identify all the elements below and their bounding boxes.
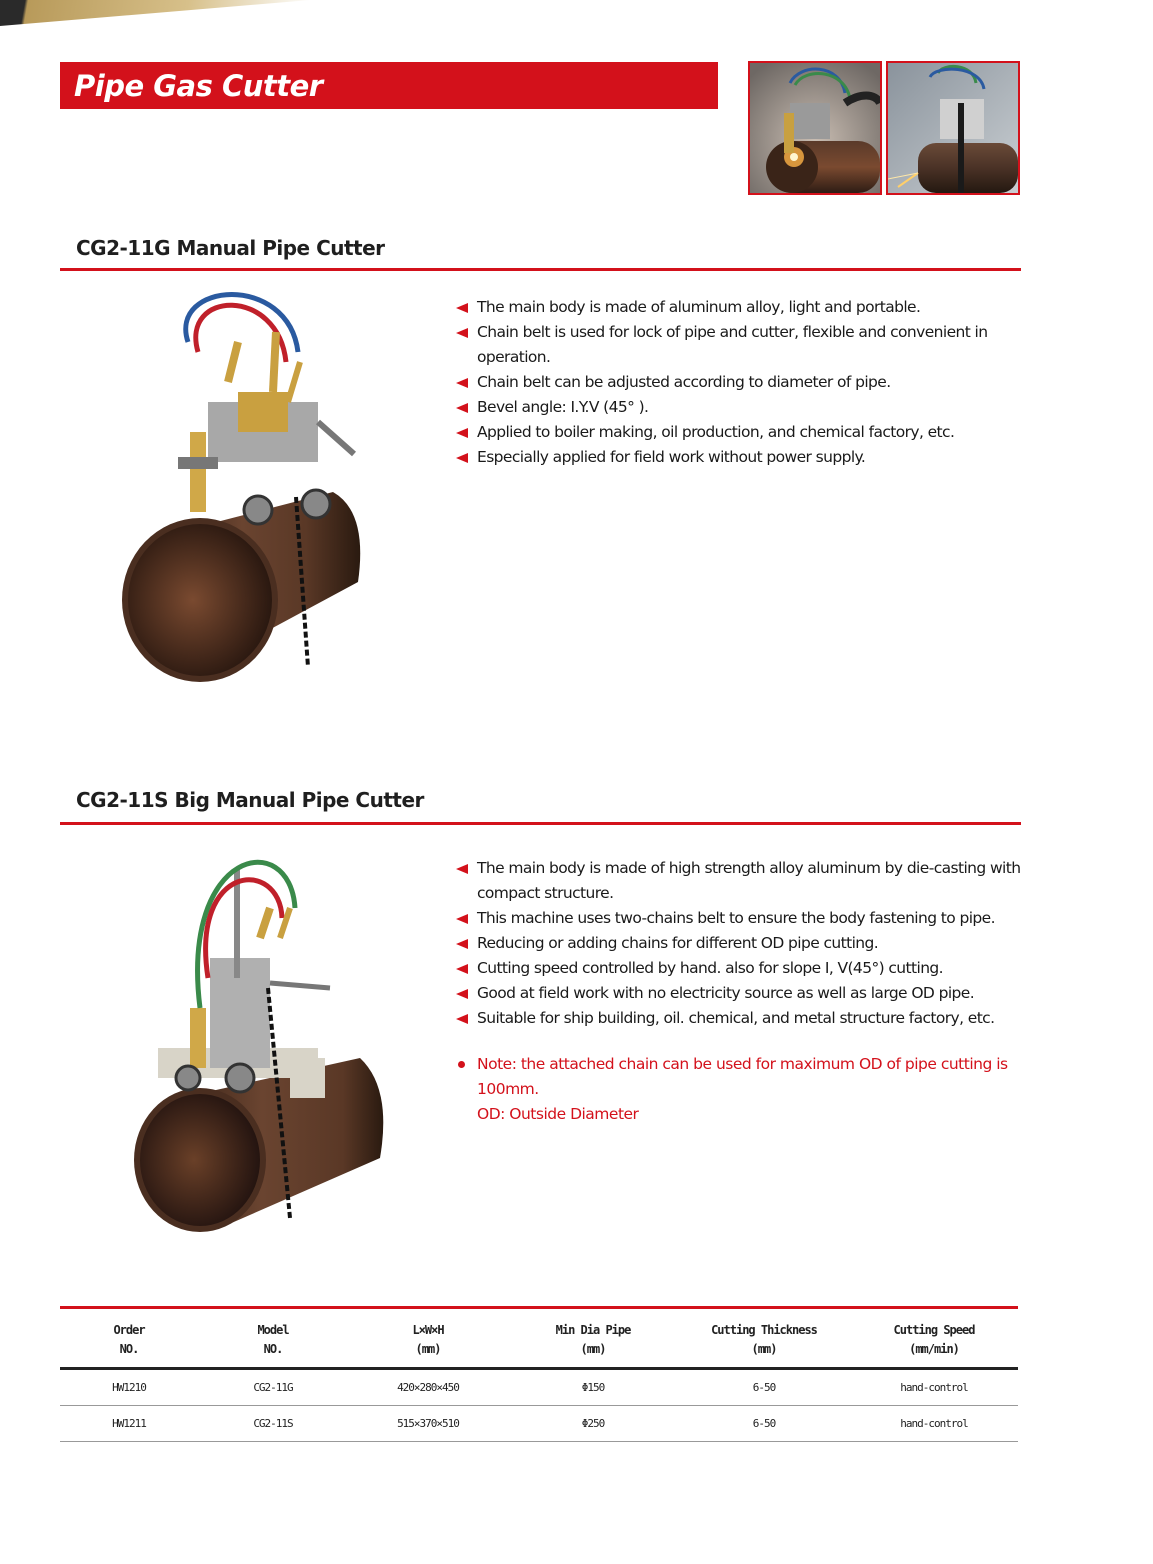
cell-min-dia-pipe: Φ250	[581, 1417, 605, 1430]
feature-item: The main body is made of aluminum alloy, light and portable.	[456, 295, 1026, 320]
note-text: Note: the attached chain can be used for maximum OD of pipe cutting is 100mm.	[477, 1055, 1008, 1098]
cell-dimensions: 515×370×510	[397, 1417, 459, 1430]
header-cutting-speed: Cutting Speed (mm/min)	[893, 1323, 975, 1356]
cutting-in-action-photo	[748, 61, 882, 195]
chain-cutter-photo	[886, 61, 1020, 195]
feature-item: Good at field work with no electricity source as well as large OD pipe.	[456, 981, 1036, 1006]
cell-cutting-thickness: 6-50	[752, 1381, 776, 1394]
feature-item: The main body is made of high strength alloy aluminum by die-casting with compact structure.	[456, 856, 1036, 906]
cg2-11s-feature-list	[456, 856, 1036, 1031]
cell-order-no: HW1210	[112, 1381, 146, 1394]
feature-item: Chain belt is used for lock of pipe and cutter, flexible and convenient in operation.	[456, 320, 1026, 370]
header-cutting-thickness: Cutting Thickness (mm)	[711, 1323, 817, 1356]
header-model-no: Model NO.	[257, 1323, 289, 1356]
cell-order-no: HW1211	[112, 1417, 146, 1430]
cg2-11g-feature-list	[456, 295, 1026, 470]
section-heading-cg2-11g: CG2-11G Manual Pipe Cutter	[76, 236, 385, 260]
chain-note	[456, 1052, 1057, 1127]
feature-item: Especially applied for field work without power supply.	[456, 445, 1026, 470]
feature-item: This machine uses two-chains belt to ensure the body fastening to pipe.	[456, 906, 1036, 931]
corner-decoration	[0, 0, 310, 26]
section-heading-cg2-11s: CG2-11S Big Manual Pipe Cutter	[76, 788, 424, 812]
specification-table	[60, 1306, 1018, 1442]
cg2-11g-product-image	[118, 282, 380, 687]
cell-model-no: CG2-11G	[253, 1381, 293, 1394]
feature-item: Applied to boiler making, oil production, and chemical factory, etc.	[456, 420, 1026, 445]
page-title: Pipe Gas Cutter	[74, 69, 323, 103]
cell-cutting-speed: hand-control	[900, 1417, 968, 1430]
page-title-bar	[60, 62, 718, 109]
header-dimensions: L×W×H (mm)	[412, 1323, 444, 1356]
feature-item: Chain belt can be adjusted according to diameter of pipe.	[456, 370, 1026, 395]
feature-item: Cutting speed controlled by hand. also for slope I, V(45°) cutting.	[456, 956, 1036, 981]
cell-cutting-thickness: 6-50	[752, 1417, 776, 1430]
note-definition: OD: Outside Diameter	[477, 1105, 639, 1123]
cell-cutting-speed: hand-control	[900, 1381, 968, 1394]
feature-item: Reducing or adding chains for different OD pipe cutting.	[456, 931, 1036, 956]
header-order-no: Order NO.	[113, 1323, 145, 1356]
header-min-dia-pipe: Min Dia Pipe (mm)	[555, 1323, 631, 1356]
feature-item: Bevel angle: I.Y.V (45° ).	[456, 395, 1026, 420]
cell-min-dia-pipe: Φ150	[581, 1381, 605, 1394]
cg2-11s-product-image	[130, 838, 392, 1239]
feature-item: Suitable for ship building, oil. chemical, and metal structure factory, etc.	[456, 1006, 1036, 1031]
section-divider	[60, 822, 1021, 825]
note-bullet-icon	[458, 1061, 465, 1068]
cell-model-no: CG2-11S	[253, 1417, 293, 1430]
table-row	[60, 1370, 1018, 1406]
section-divider	[60, 268, 1021, 271]
table-header	[60, 1309, 1018, 1370]
cell-dimensions: 420×280×450	[397, 1381, 459, 1394]
table-row	[60, 1406, 1018, 1442]
